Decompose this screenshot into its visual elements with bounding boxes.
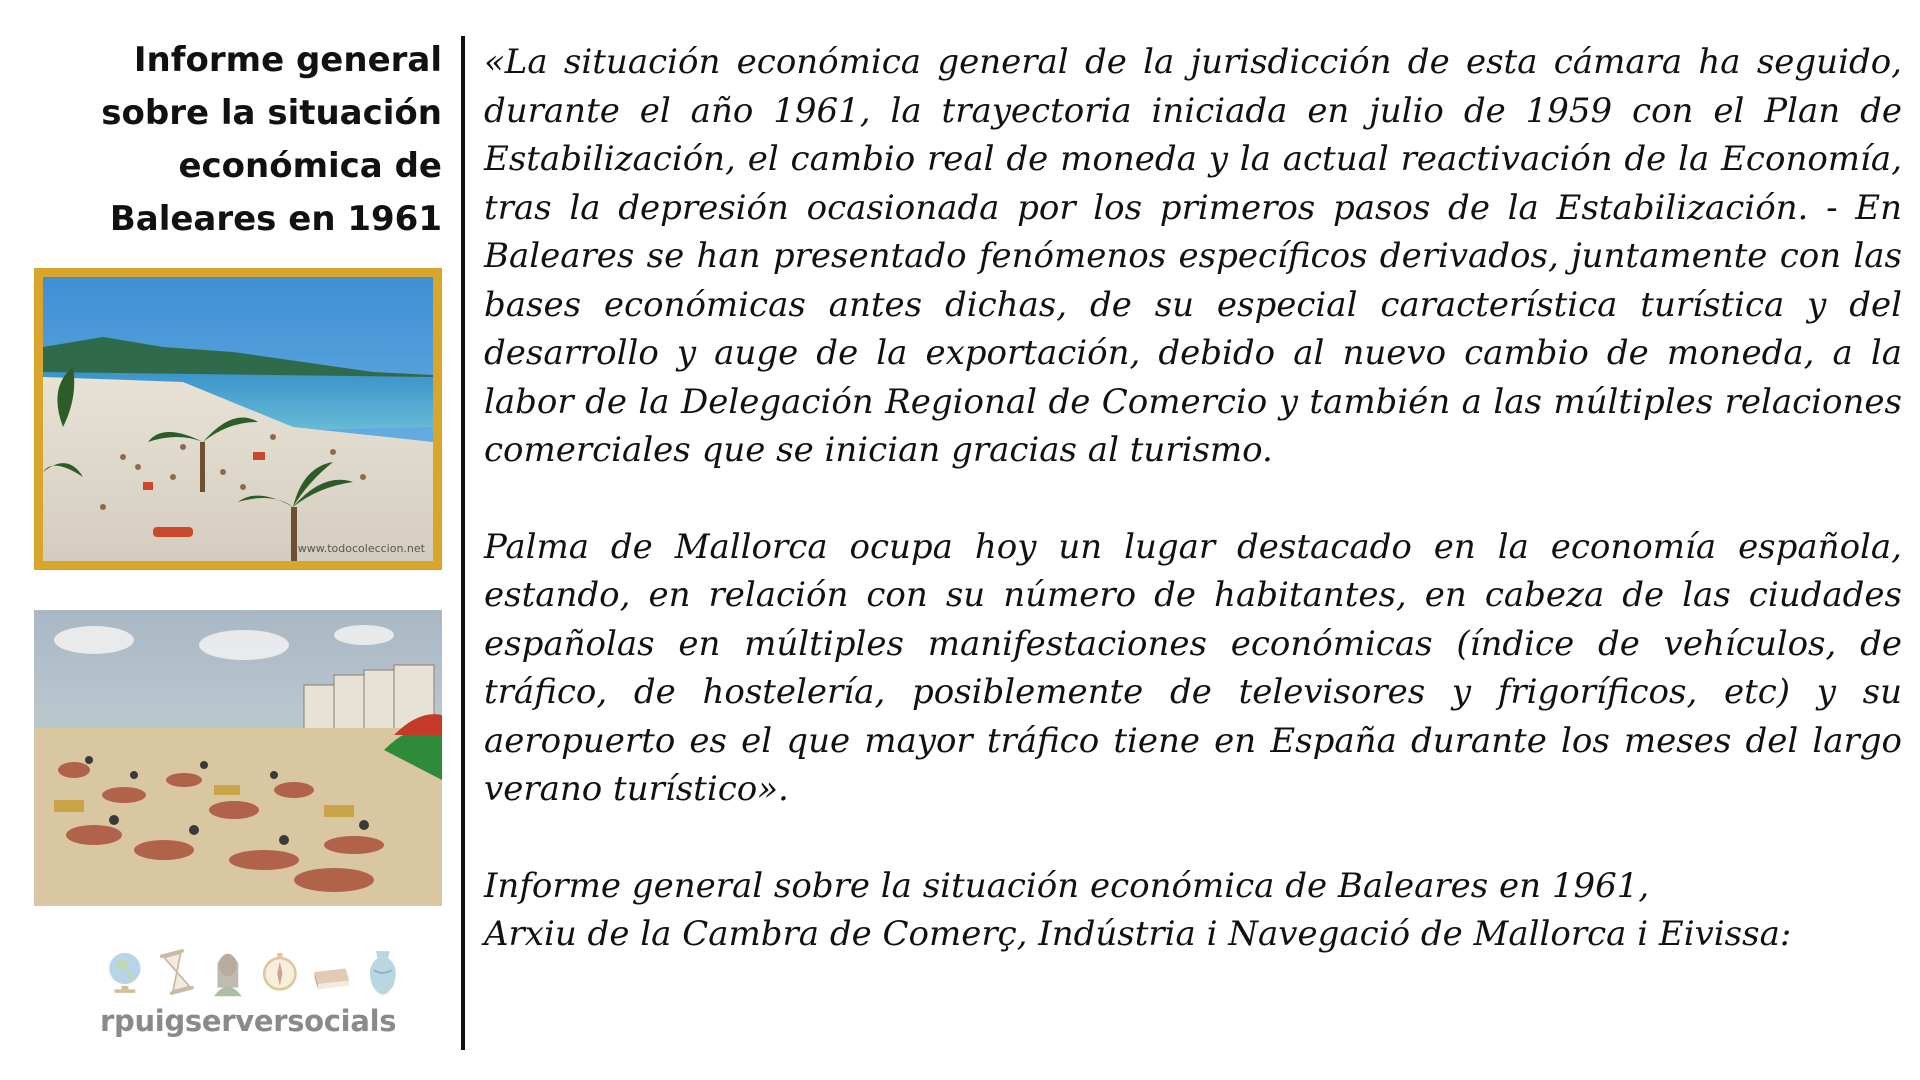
- beach-postcard-image: [43, 277, 433, 561]
- vertical-divider: [461, 36, 465, 1050]
- beach-postcard-photo: [34, 268, 442, 570]
- crowded-beach-photo: [34, 610, 442, 906]
- portrait-icon: [207, 942, 249, 1002]
- globe-icon: [104, 942, 146, 1002]
- quote-paragraph-2: Palma de Mallorca ocupa hoy un lugar destacado en la economía española, estando, en relación con su número de habitantes, en cabeza de las ciudades españolas en múltiples manifestaciones económicas (índice de vehículos, de tráfico, de hostelería, posiblemente de televisores y frigoríficos, etc) y su aeropuerto es el que mayor tráfico tiene en España durante los meses del largo verano turístico».: [484, 526, 1902, 809]
- vase-icon: [362, 942, 404, 1002]
- reference-archive: Arxiu de la Cambra de Comerç, Indústria i Navegació de Mallorca i Eivissa:: [484, 914, 1792, 954]
- crowded-beach-image: [34, 610, 442, 906]
- hourglass-icon: [156, 942, 198, 1002]
- photo-source-caption: www.todocoleccion.net: [297, 542, 425, 555]
- reference-title: Informe general sobre la situación económica de Baleares en 1961,: [484, 865, 1650, 906]
- main-text: [484, 38, 1902, 959]
- book-icon: [311, 942, 353, 1002]
- source-reference: [484, 862, 1902, 959]
- brand-icons: [104, 936, 404, 1002]
- page-title: Informe general sobre la situación económica de Baleares en 1961: [101, 40, 442, 239]
- quote-paragraph-1: «La situación económica general de la jurisdicción de esta cámara ha seguido, durante el año 1961, la trayectoria iniciada en julio de 1959 con el Plan de Estabilización, el cambio real de moneda y la actual reactivación de la Economía, tras la depresión ocasionada por los primeros pasos de la Estabilización. - En Baleares se han presentado fenómenos específicos derivados, juntamente con las bases económicas antes dichas, de su especial característica turística y del desarrollo y auge de la exportación, debido al nuevo cambio de moneda, a la labor de la Delegación Regional de Comercio y también a las múltiples relaciones comerciales que se inician gracias al turismo.: [484, 42, 1902, 470]
- compass-icon: [259, 942, 301, 1002]
- brand-name: rpuigserversocials: [100, 1004, 397, 1038]
